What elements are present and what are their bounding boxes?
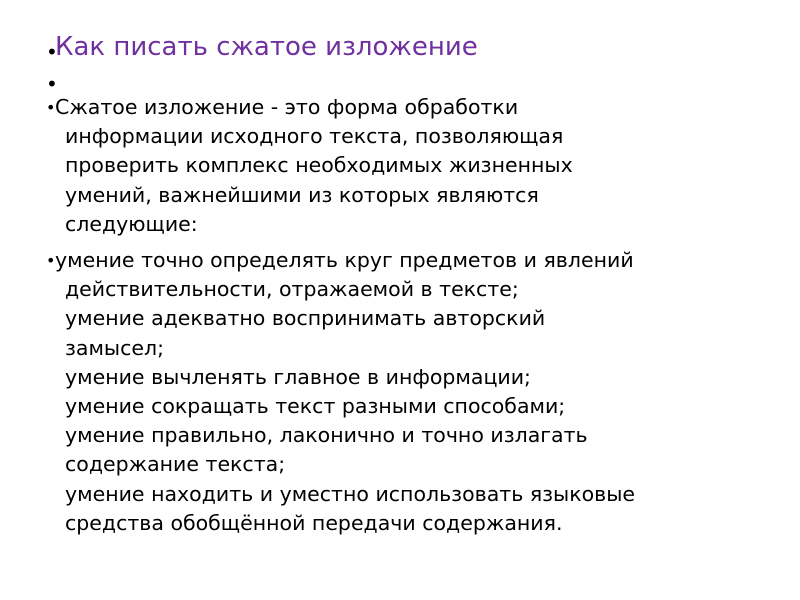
text-line: умений, важнейшими из которых являются bbox=[65, 182, 539, 207]
text-line: средства обобщённой передачи содержания. bbox=[65, 510, 563, 535]
bullet-dot: • bbox=[46, 40, 58, 64]
text-line: умение адекватно воспринимать авторский bbox=[65, 306, 546, 331]
title-row bbox=[46, 30, 786, 64]
text-line: следующие: bbox=[65, 211, 198, 236]
bullet-dot: • bbox=[46, 72, 58, 96]
text-line: замысел; bbox=[65, 335, 165, 360]
text-line: содержание текста; bbox=[65, 452, 286, 477]
text-line: информации исходного текста, позволяющая bbox=[65, 124, 564, 149]
text-line: умение сокращать текст разными способами; bbox=[65, 394, 566, 419]
bullet-dot: • bbox=[46, 251, 56, 270]
paragraph-definition bbox=[46, 93, 786, 239]
text-line: проверить комплекс необходимых жизненных bbox=[65, 153, 573, 178]
text-line: действительности, отражаемой в тексте; bbox=[65, 277, 519, 302]
slide-title: Как писать сжатое изложение bbox=[55, 32, 478, 62]
text-line: умение правильно, лаконично и точно излагать bbox=[65, 423, 588, 448]
paragraph-text bbox=[55, 93, 573, 239]
text-line: Сжатое изложение - это форма обработки bbox=[55, 95, 519, 119]
bullet-dot: • bbox=[46, 98, 56, 117]
text-line: умение находить и уместно использовать языковые bbox=[65, 481, 636, 506]
paragraph-text bbox=[55, 246, 635, 538]
paragraph-skills-list bbox=[46, 246, 786, 538]
empty-bullet-row bbox=[46, 70, 58, 96]
text-line: умение точно определять круг предметов и явлений bbox=[55, 248, 634, 272]
text-line: умение вычленять главное в информации; bbox=[65, 364, 531, 389]
